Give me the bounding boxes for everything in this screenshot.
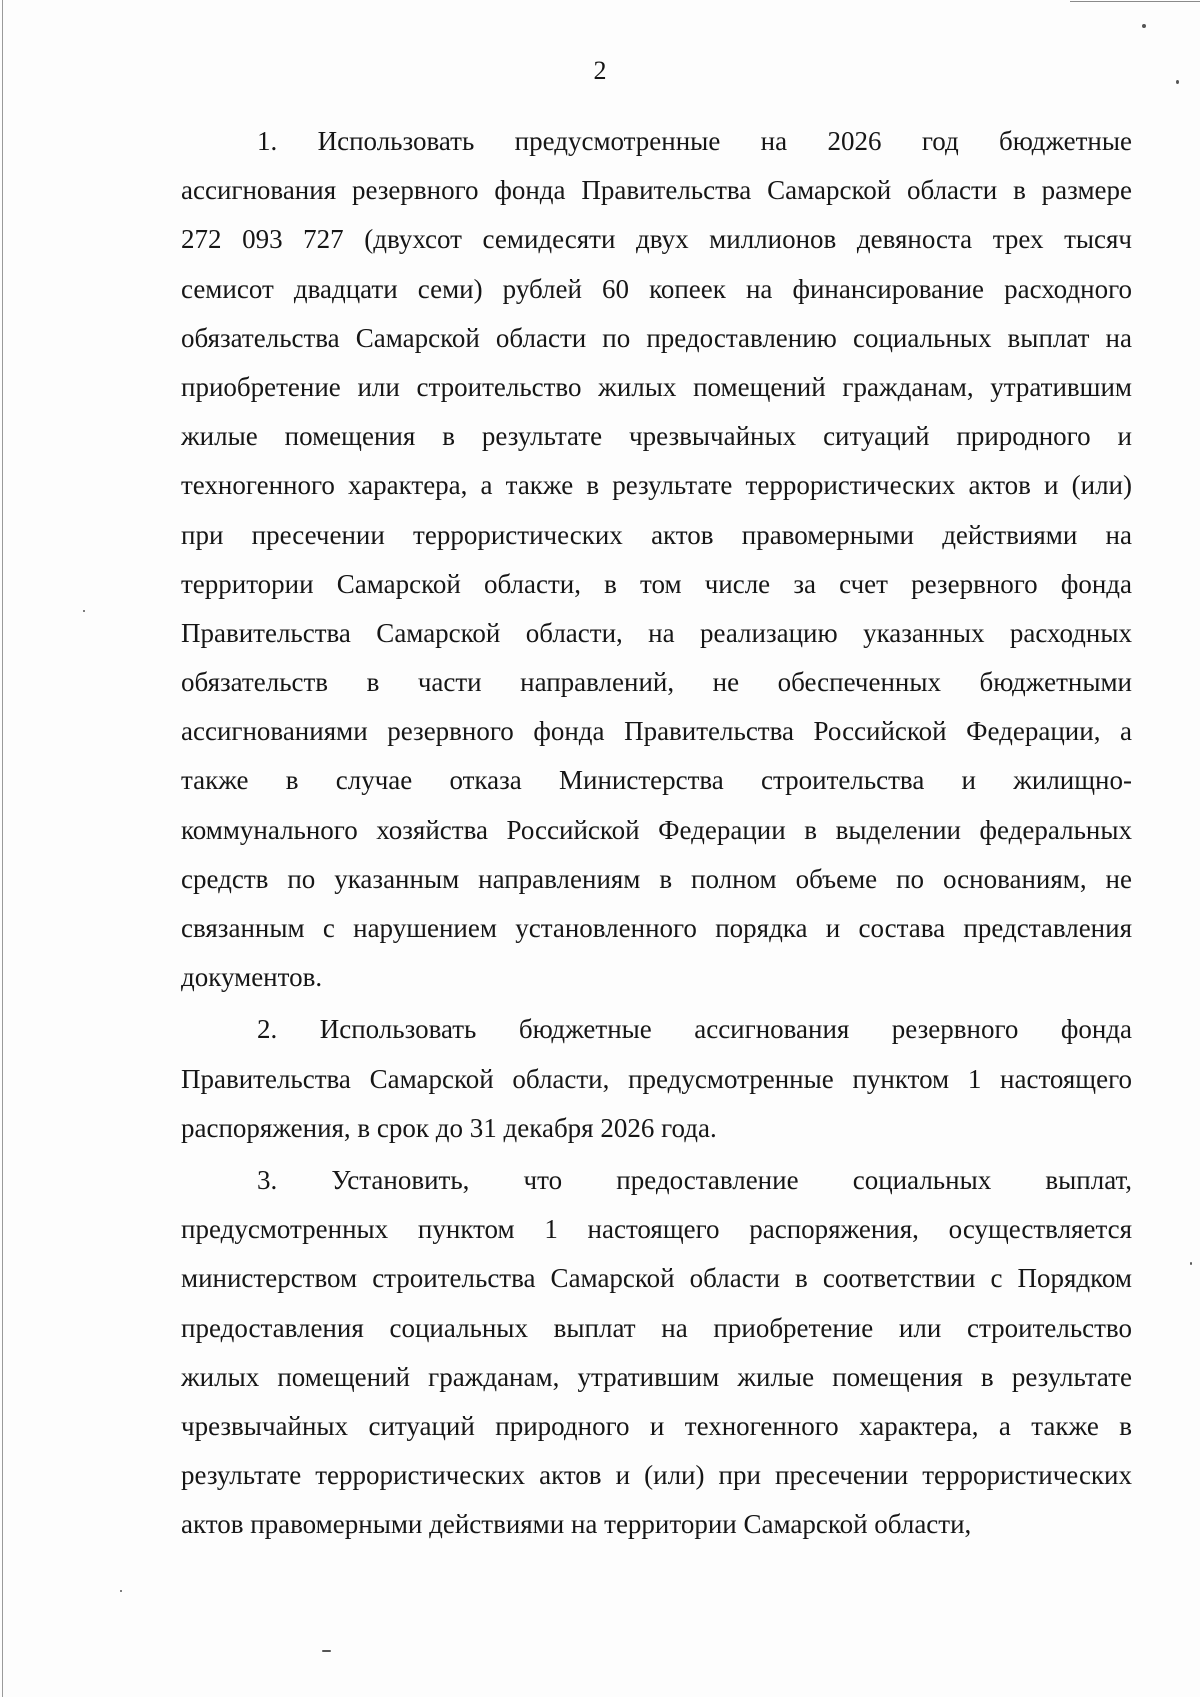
text-line: жилых помещений гражданам, утратившим жилые помещения в результате — [181, 1361, 1132, 1392]
text-line: обязательств в части направлений, не обеспеченных бюджетными — [181, 667, 1132, 698]
text-line: чрезвычайных ситуаций природного и техногенного характера, а также в — [181, 1410, 1132, 1441]
text-line: Правительства Самарской области, на реализацию указанных расходных — [181, 617, 1132, 648]
text-line: средств по указанным направлениям в полном объеме по основаниям, не — [181, 863, 1132, 894]
text-line: 2. Использовать бюджетные ассигнования резервного фонда — [257, 1014, 1132, 1045]
text-line: коммунального хозяйства Российской Федерации в выделении федеральных — [181, 814, 1132, 845]
text-line: семисот двадцати семи) рублей 60 копеек на финансирование расходного — [181, 273, 1132, 304]
text-line: также в случае отказа Министерства строительства и жилищно- — [181, 765, 1132, 796]
text-line: ассигнования резервного фонда Правительства Самарской области в размере — [181, 175, 1132, 206]
text-line: ассигнованиями резервного фонда Правительства Российской Федерации, а — [181, 716, 1132, 747]
scan-speck — [1190, 1262, 1192, 1265]
text-line: при пресечении террористических актов правомерными действиями на — [181, 519, 1132, 550]
page-number: 2 — [593, 56, 607, 85]
text-line: 272 093 727 (двухсот семидесяти двух миллионов девяноста трех тысяч — [181, 224, 1132, 255]
text-line: результате террористических актов и (или) при пресечении террористических — [181, 1460, 1132, 1491]
scan-speck — [83, 610, 85, 612]
text-line: актов правомерными действиями на территории Самарской области, — [181, 1509, 972, 1540]
text-line: 1. Использовать предусмотренные на 2026 год бюджетные — [257, 126, 1132, 156]
scan-edge-left — [2, 0, 3, 1697]
text-line: документов. — [181, 962, 323, 993]
text-line: территории Самарской области, в том числе за счет резервного фонда — [181, 568, 1132, 599]
text-line: распоряжения, в срок до 31 декабря 2026 года. — [181, 1112, 717, 1143]
paragraph-p1 — [181, 117, 1132, 1002]
text-line: жилые помещения в результате чрезвычайных ситуаций природного и — [181, 421, 1132, 452]
scan-speck — [1142, 24, 1146, 28]
text-line: предоставления социальных выплат на приобретение или строительство — [181, 1312, 1132, 1343]
text-line: обязательства Самарской области по предоставлению социальных выплат на — [181, 322, 1132, 353]
scan-speck — [120, 1590, 122, 1592]
text-line: техногенного характера, а также в результате террористических актов и (или) — [181, 470, 1132, 501]
paragraph-p3 — [181, 1156, 1132, 1550]
scan-speck — [322, 1650, 331, 1652]
scan-edge-top — [1070, 1, 1200, 2]
text-line: министерством строительства Самарской области в соответствии с Порядком — [181, 1263, 1132, 1294]
document-body — [181, 117, 1132, 1549]
text-line: предусмотренных пунктом 1 настоящего распоряжения, осуществляется — [181, 1214, 1132, 1245]
text-line: приобретение или строительство жилых помещений гражданам, утратившим — [181, 371, 1132, 402]
text-line: 3. Установить, что предоставление социальных выплат, — [257, 1164, 1132, 1195]
text-line: Правительства Самарской области, предусмотренные пунктом 1 настоящего — [181, 1063, 1132, 1094]
text-line: связанным с нарушением установленного порядка и состава представления — [181, 913, 1132, 943]
paragraph-p2 — [181, 1005, 1132, 1153]
